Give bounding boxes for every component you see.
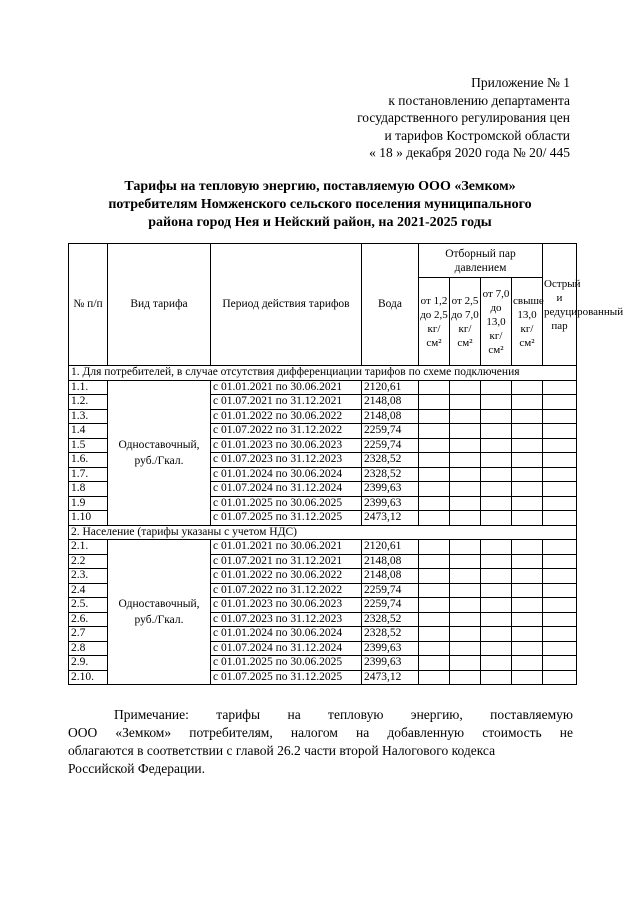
empty-cell [481,583,512,598]
row-water-tariff: 2259,74 [362,598,419,613]
empty-cell [512,409,543,424]
empty-cell [419,569,450,584]
empty-cell [481,424,512,439]
row-period: с 01.07.2024 по 31.12.2024 [211,482,362,497]
empty-cell [450,598,481,613]
empty-cell [512,380,543,395]
row-water-tariff: 2473,12 [362,511,419,526]
empty-cell [419,540,450,555]
row-num: 2.4 [69,583,108,598]
header-sharp-steam: Острый и редуцированный пар [543,244,577,366]
appendix-line: и тарифов Костромской области [384,127,570,143]
empty-cell [450,467,481,482]
note-line: Примечание: тарифы на тепловую энергию, поставляемую [114,707,573,722]
row-num: 1.6. [69,453,108,468]
row-water-tariff: 2399,63 [362,656,419,671]
empty-cell [419,554,450,569]
header-steam-group: Отборный пар давлением [419,244,543,278]
note-line: Российской Федерации. [68,761,206,776]
header-steam-1: от 1,2 до 2,5 кг/см² [419,278,450,366]
empty-cell [419,438,450,453]
empty-cell [512,583,543,598]
appendix-line: государственного регулирования цен [357,110,570,125]
empty-cell [481,540,512,555]
empty-cell [419,612,450,627]
empty-cell [419,511,450,526]
row-num: 2.3. [69,569,108,584]
empty-cell [481,612,512,627]
empty-cell [450,583,481,598]
empty-cell [419,482,450,497]
row-water-tariff: 2148,08 [362,554,419,569]
tariff-type: Одноставочный, руб./Гкал. [108,540,211,685]
empty-cell [450,554,481,569]
row-num: 1.1. [69,380,108,395]
row-num: 1.4 [69,424,108,439]
tariff-type: Одноставочный, руб./Гкал. [108,380,211,525]
row-water-tariff: 2120,61 [362,540,419,555]
empty-cell [450,453,481,468]
empty-cell [543,496,577,511]
empty-cell [450,496,481,511]
row-num: 2.2 [69,554,108,569]
row-water-tariff: 2259,74 [362,583,419,598]
row-num: 2.1. [69,540,108,555]
empty-cell [512,656,543,671]
row-period: с 01.07.2024 по 31.12.2024 [211,641,362,656]
empty-cell [419,409,450,424]
row-num: 1.7. [69,467,108,482]
empty-cell [481,467,512,482]
row-water-tariff: 2259,74 [362,438,419,453]
row-num: 2.7 [69,627,108,642]
row-period: с 01.01.2025 по 30.06.2025 [211,656,362,671]
row-period: с 01.01.2025 по 30.06.2025 [211,496,362,511]
row-period: с 01.01.2024 по 30.06.2024 [211,467,362,482]
empty-cell [419,467,450,482]
table-row [69,540,577,555]
row-water-tariff: 2148,08 [362,409,419,424]
empty-cell [512,453,543,468]
empty-cell [512,395,543,410]
empty-cell [450,641,481,656]
document-title: Тарифы на тепловую энергию, поставляемую ООО «Земком» потребителям Номженского сельского поселения муниципального района город Нея и Нейский район, на 2021-2025 годы [108,179,532,230]
row-period: с 01.01.2024 по 30.06.2024 [211,627,362,642]
header-steam-3: от 7,0 до 13,0 кг/см² [481,278,512,366]
row-water-tariff: 2399,63 [362,482,419,497]
empty-cell [481,598,512,613]
empty-cell [543,424,577,439]
row-water-tariff: 2328,52 [362,453,419,468]
empty-cell [543,627,577,642]
row-period: с 01.07.2021 по 31.12.2021 [211,554,362,569]
row-water-tariff: 2120,61 [362,380,419,395]
empty-cell [543,583,577,598]
empty-cell [450,409,481,424]
empty-cell [419,656,450,671]
appendix-block [240,74,570,162]
empty-cell [419,395,450,410]
empty-cell [419,583,450,598]
empty-cell [450,424,481,439]
header-kind: Вид тарифа [108,244,211,366]
row-period: с 01.07.2023 по 31.12.2023 [211,453,362,468]
header-period: Период действия тарифов [211,244,362,366]
row-num: 1.8 [69,482,108,497]
note-block [68,706,573,778]
row-num: 2.9. [69,656,108,671]
header-num: № п/п [69,244,108,366]
empty-cell [481,554,512,569]
row-period: с 01.01.2021 по 30.06.2021 [211,540,362,555]
empty-cell [450,540,481,555]
row-num: 1.5 [69,438,108,453]
table-row [69,380,577,395]
row-water-tariff: 2328,52 [362,612,419,627]
row-water-tariff: 2148,08 [362,569,419,584]
empty-cell [419,453,450,468]
empty-cell [543,380,577,395]
empty-cell [450,569,481,584]
empty-cell [481,438,512,453]
empty-cell [543,569,577,584]
row-num: 1.3. [69,409,108,424]
tariff-table [68,243,624,685]
empty-cell [512,540,543,555]
empty-cell [450,438,481,453]
empty-cell [450,627,481,642]
empty-cell [512,670,543,685]
empty-cell [419,424,450,439]
empty-cell [512,482,543,497]
empty-cell [481,569,512,584]
empty-cell [419,496,450,511]
empty-cell [419,380,450,395]
empty-cell [543,467,577,482]
empty-cell [481,453,512,468]
empty-cell [450,612,481,627]
row-water-tariff: 2328,52 [362,627,419,642]
row-period: с 01.07.2025 по 31.12.2025 [211,670,362,685]
empty-cell [512,467,543,482]
empty-cell [512,627,543,642]
note-line: облагаются в соответствии с главой 26.2 части второй Налогового кодекса [68,743,496,758]
appendix-title: Приложение № 1 [471,75,570,90]
row-num: 1.2. [69,395,108,410]
empty-cell [419,598,450,613]
empty-cell [419,670,450,685]
empty-cell [481,380,512,395]
section-row [69,366,577,381]
empty-cell [481,627,512,642]
empty-cell [481,641,512,656]
empty-cell [543,612,577,627]
empty-cell [543,395,577,410]
empty-cell [543,656,577,671]
row-period: с 01.07.2021 по 31.12.2021 [211,395,362,410]
header-steam-4: свыше 13,0 кг/см² [512,278,543,366]
row-num: 2.5. [69,598,108,613]
empty-cell [450,670,481,685]
appendix-line: к постановлению департамента [388,92,570,108]
empty-cell [450,482,481,497]
empty-cell [512,554,543,569]
header-water: Вода [362,244,419,366]
row-period: с 01.07.2025 по 31.12.2025 [211,511,362,526]
empty-cell [543,598,577,613]
section-row [69,525,577,540]
empty-cell [512,598,543,613]
empty-cell [450,395,481,410]
empty-cell [481,409,512,424]
empty-cell [481,511,512,526]
row-period: с 01.07.2022 по 31.12.2022 [211,583,362,598]
row-water-tariff: 2399,63 [362,496,419,511]
empty-cell [481,482,512,497]
row-water-tariff: 2399,63 [362,641,419,656]
empty-cell [419,627,450,642]
empty-cell [450,380,481,395]
empty-cell [543,482,577,497]
appendix-date: « 18 » декабря 2020 года № 20/ 445 [369,145,570,160]
row-period: с 01.01.2023 по 30.06.2023 [211,598,362,613]
empty-cell [481,670,512,685]
empty-cell [450,511,481,526]
row-water-tariff: 2259,74 [362,424,419,439]
row-num: 2.6. [69,612,108,627]
empty-cell [512,424,543,439]
row-period: с 01.07.2022 по 31.12.2022 [211,424,362,439]
empty-cell [512,612,543,627]
empty-cell [481,395,512,410]
empty-cell [543,670,577,685]
row-water-tariff: 2473,12 [362,670,419,685]
row-period: с 01.07.2023 по 31.12.2023 [211,612,362,627]
empty-cell [543,511,577,526]
tariff-table-body [69,366,577,685]
row-num: 2.8 [69,641,108,656]
row-period: с 01.01.2022 по 30.06.2022 [211,569,362,584]
row-water-tariff: 2148,08 [362,395,419,410]
row-period: с 01.01.2021 по 30.06.2021 [211,380,362,395]
section-title: 1. Для потребителей, в случае отсутствия дифференциации тарифов по схеме подключения [69,366,577,381]
empty-cell [450,656,481,671]
empty-cell [512,569,543,584]
empty-cell [543,554,577,569]
empty-cell [543,409,577,424]
empty-cell [419,641,450,656]
row-num: 1.9 [69,496,108,511]
empty-cell [481,496,512,511]
row-period: с 01.01.2023 по 30.06.2023 [211,438,362,453]
empty-cell [512,641,543,656]
empty-cell [512,496,543,511]
section-title: 2. Население (тарифы указаны с учетом НДС) [69,525,577,540]
empty-cell [543,540,577,555]
empty-cell [543,453,577,468]
row-water-tariff: 2328,52 [362,467,419,482]
header-steam-2: от 2,5 до 7,0 кг/см² [450,278,481,366]
row-num: 1.10 [69,511,108,526]
empty-cell [512,511,543,526]
empty-cell [543,641,577,656]
note-line: ООО «Земком» потребителям, налогом на добавленную стоимость не [68,725,573,740]
empty-cell [543,438,577,453]
row-num: 2.10. [69,670,108,685]
row-period: с 01.01.2022 по 30.06.2022 [211,409,362,424]
empty-cell [512,438,543,453]
empty-cell [481,656,512,671]
